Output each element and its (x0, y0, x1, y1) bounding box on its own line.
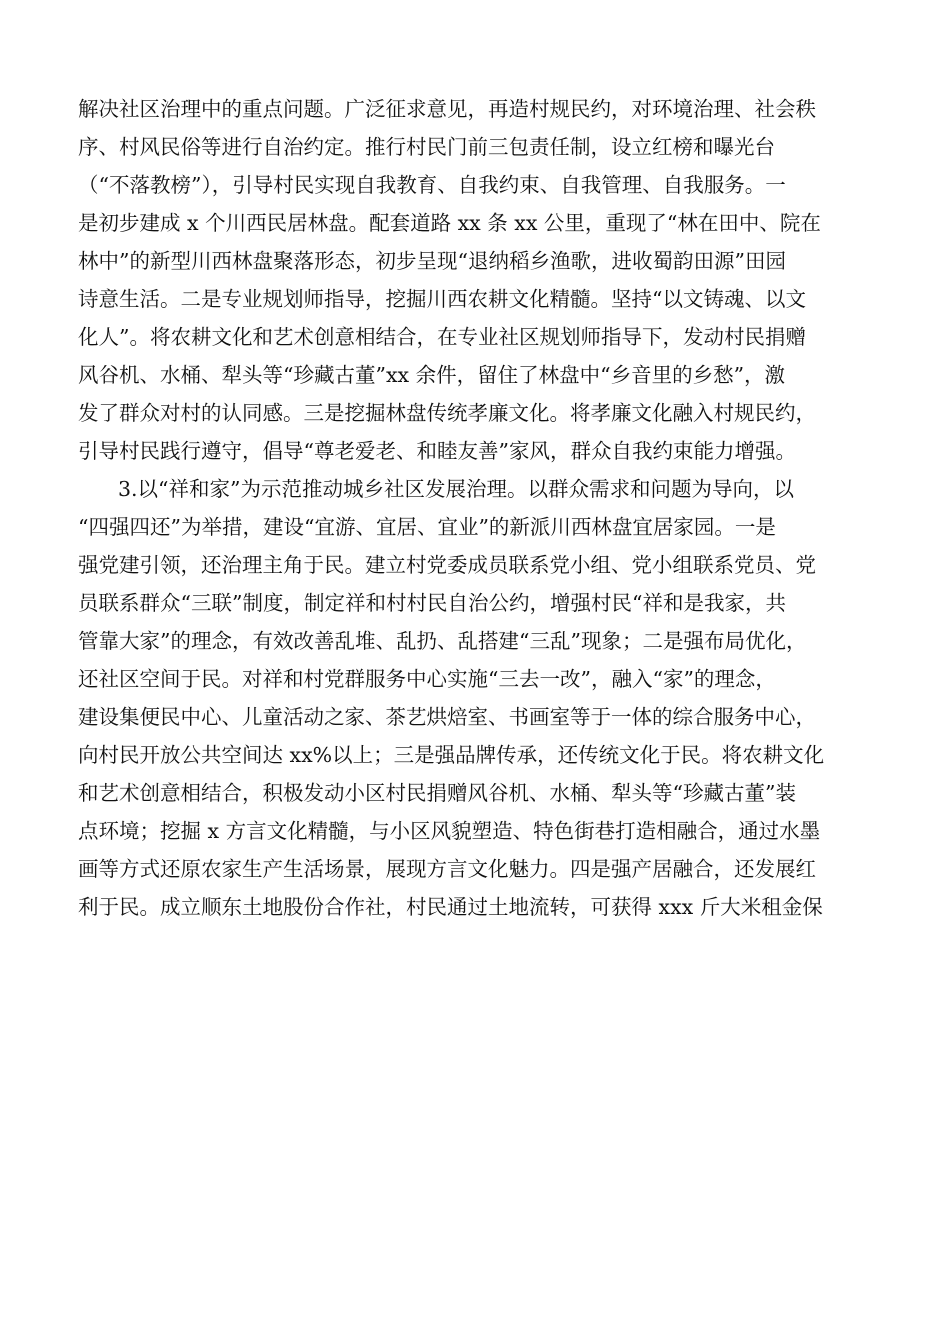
text-line: 画等方式还原农家生产生活场景，展现方言文化魅力。四是强产居融合，还发展红 (78, 857, 816, 881)
text-line: 向村民开放公共空间达 xx%以上；三是强品牌传承，还传统文化于民。将农耕文化 (78, 743, 825, 767)
text-line: “四强四还”为举措，建设“宜游、宜居、宜业”的新派川西林盘宜居家园。一是 (78, 515, 776, 539)
text-line: 化人”。将农耕文化和艺术创意相结合，在专业社区规划师指导下，发动村民捐赠 (78, 325, 806, 349)
text-line: 员联系群众“三联”制度，制定祥和村村民自治公约，增强村民“祥和是我家，共 (78, 591, 786, 615)
text-line: 利于民。成立顺东土地股份合作社，村民通过土地流转，可获得 xxx 斤大米租金保 (78, 895, 823, 919)
text-line: 管靠大家”的理念，有效改善乱堆、乱扔、乱搭建“三乱”现象；二是强布局优化， (78, 629, 807, 653)
text-line: 解决社区治理中的重点问题。广泛征求意见，再造村规民约，对环境治理、社会秩 (78, 97, 816, 121)
text-line: 建设集便民中心、儿童活动之家、茶艺烘焙室、书画室等于一体的综合服务中心， (78, 705, 816, 729)
text-line: 发了群众对村的认同感。三是挖掘林盘传统孝廉文化。将孝廉文化融入村规民约， (78, 401, 816, 425)
section-heading-line: 3.以“祥和家”为示范推动城乡社区发展治理。以群众需求和问题为导向，以 (118, 477, 795, 501)
text-line: （“不落教榜”），引导村民实现自我教育、自我约束、自我管理、自我服务。一 (78, 173, 786, 197)
text-line: 是初步建成 x 个川西民居林盘。配套道路 xx 条 xx 公里，重现了“林在田中、院在 (78, 211, 821, 235)
text-line: 还社区空间于民。对祥和村党群服务中心实施“三去一改”，融入“家”的理念， (78, 667, 776, 691)
body-text (78, 94, 890, 930)
text-line: 序、村风民俗等进行自治约定。推行村民门前三包责任制，设立红榜和曝光台 (78, 135, 775, 159)
text-line: 和艺术创意相结合，积极发动小区村民捐赠风谷机、水桶、犁头等“珍藏古董”装 (78, 781, 796, 805)
text-line: 点环境；挖掘 x 方言文化精髓，与小区风貌塑造、特色街巷打造相融合，通过水墨 (78, 819, 821, 843)
text-line: 引导村民践行遵守，倡导“尊老爱老、和睦友善”家风，群众自我约束能力增强。 (78, 439, 796, 463)
text-line: 强党建引领，还治理主角于民。建立村党委成员联系党小组、党小组联系党员、党 (78, 553, 816, 577)
text-line: 诗意生活。二是专业规划师指导，挖掘川西农耕文化精髓。坚持“以文铸魂、以文 (78, 287, 806, 311)
text-line: 风谷机、水桶、犁头等“珍藏古董”xx 余件，留住了林盘中“乡音里的乡愁”，激 (78, 363, 786, 387)
text-line: 林中”的新型川西林盘聚落形态，初步呈现“退纳稻乡渔歌，进收蜀韵田源”田园 (78, 249, 786, 273)
